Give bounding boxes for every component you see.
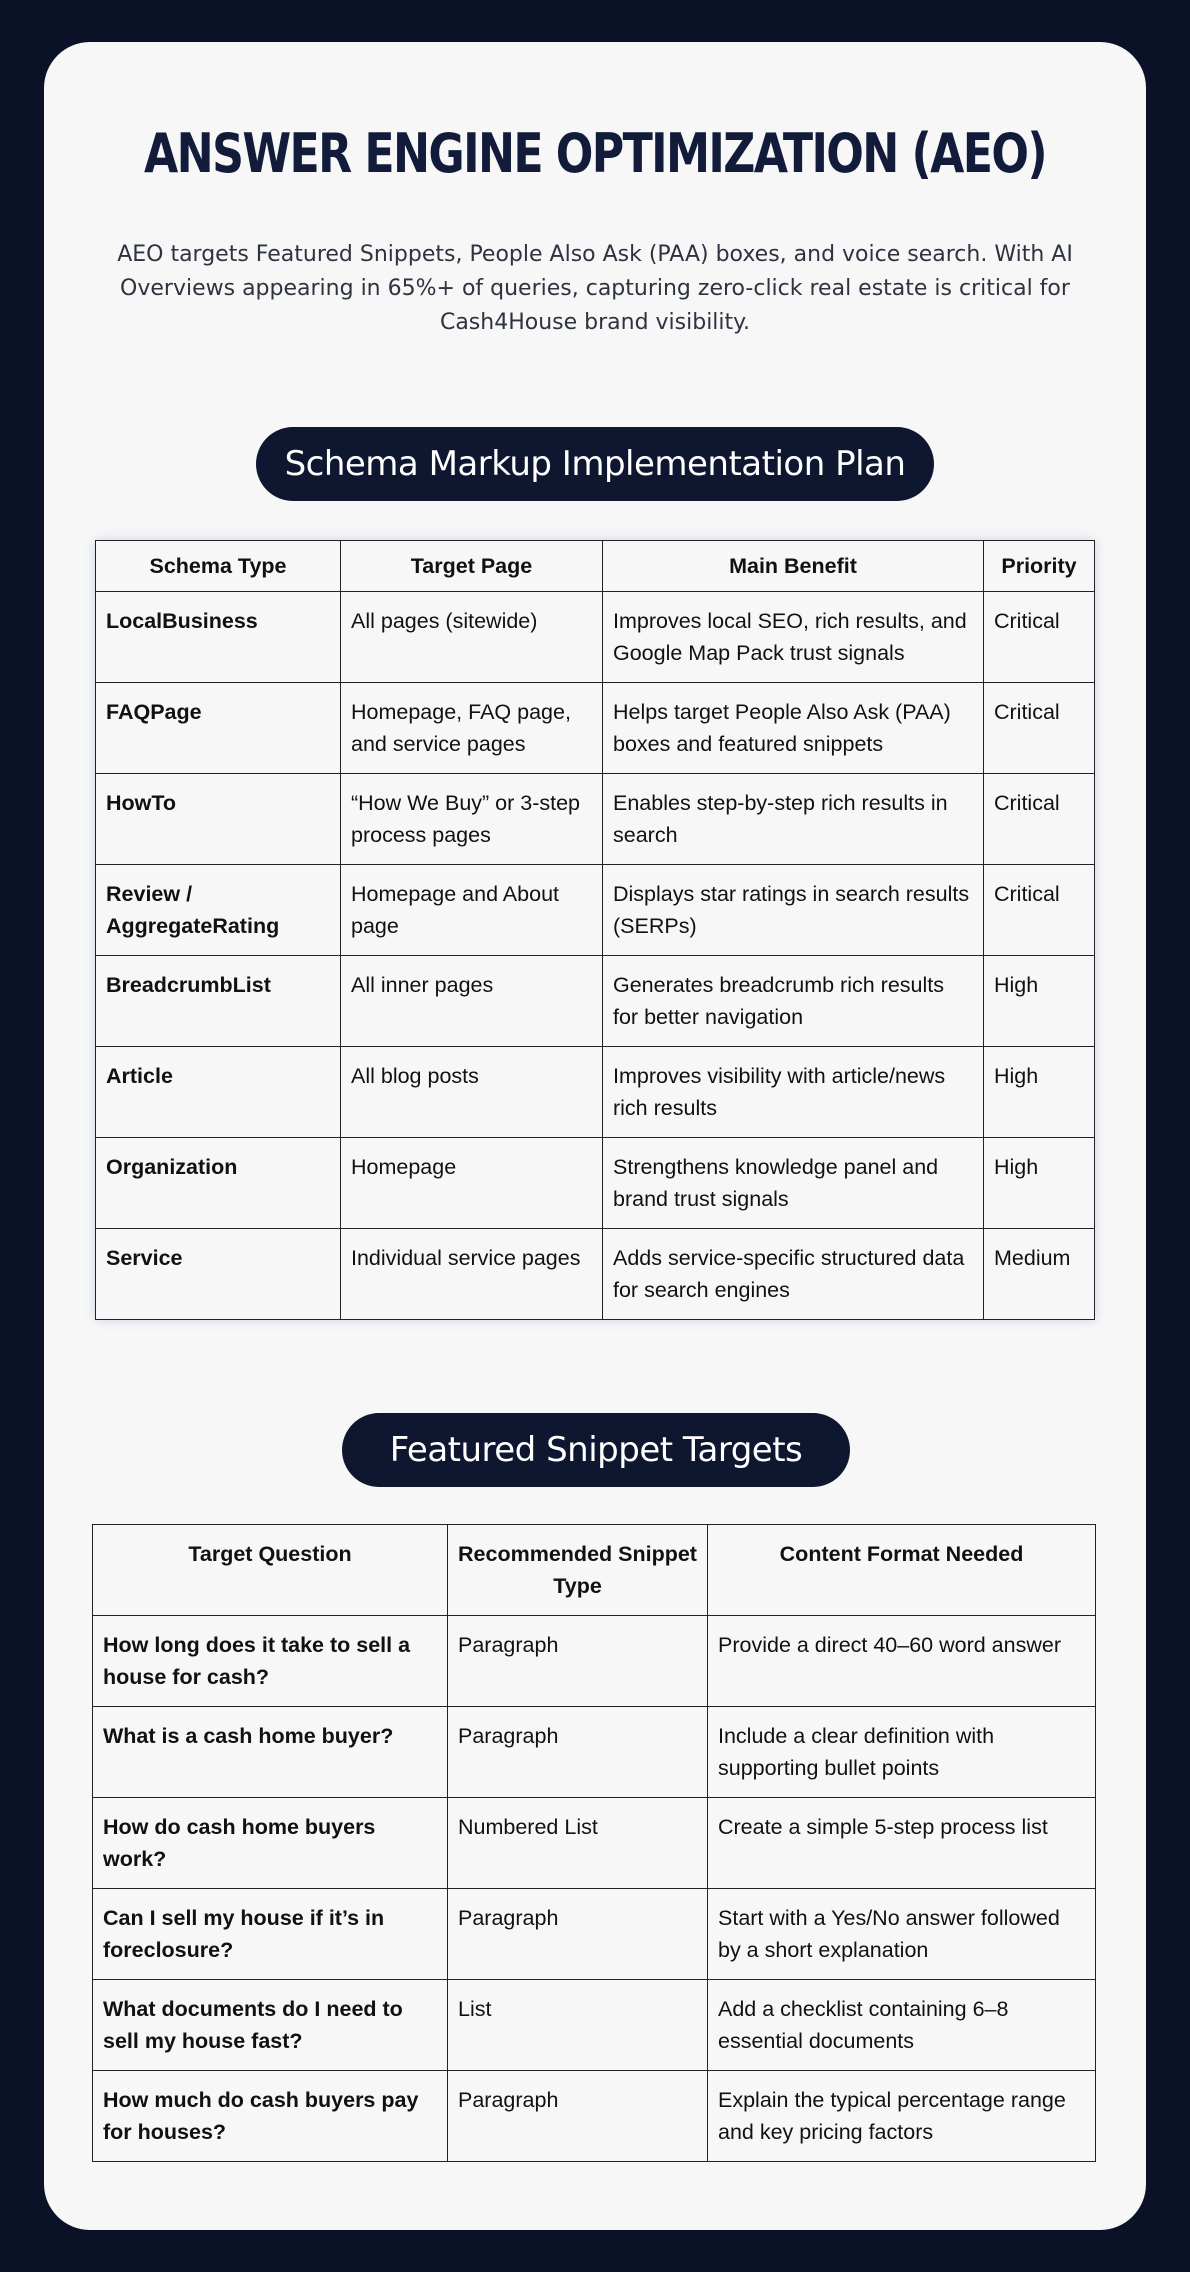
table-cell: FAQPage [96,683,341,774]
table-cell: Paragraph [448,1616,708,1707]
table-cell: Homepage, FAQ page, and service pages [341,683,603,774]
column-header: Schema Type [96,541,341,592]
intro-paragraph: AEO targets Featured Snippets, People Also Ask (PAA) boxes, and voice search. With AI Overviews appearing in 65%+ of queries, capturing zero-click real estate is critical for Cash4House brand visibility. [117,242,1073,335]
table-cell: “How We Buy” or 3-step process pages [341,774,603,865]
table-row [96,1047,1095,1138]
table-cell: BreadcrumbList [96,956,341,1047]
table-cell: All pages (sitewide) [341,592,603,683]
table-cell: Paragraph [448,1707,708,1798]
table-cell: Individual service pages [341,1229,603,1320]
column-header: Content Format Needed [708,1525,1096,1616]
table-cell: Article [96,1047,341,1138]
table-cell: What is a cash home buyer? [93,1707,448,1798]
table-cell: Homepage [341,1138,603,1229]
table-cell: Enables step-by-step rich results in search [603,774,984,865]
table-cell: What documents do I need to sell my house fast? [93,1980,448,2071]
table-cell: Provide a direct 40–60 word answer [708,1616,1096,1707]
table-cell: Helps target People Also Ask (PAA) boxes and featured snippets [603,683,984,774]
table-cell: Critical [984,592,1095,683]
table-row [93,1798,1096,1889]
table-cell: List [448,1980,708,2071]
column-header: Recommended Snippet Type [448,1525,708,1616]
snippet-section-heading: Featured Snippet Targets [342,1413,850,1487]
table-cell: Service [96,1229,341,1320]
table-cell: Create a simple 5-step process list [708,1798,1096,1889]
table-row [93,1616,1096,1707]
table-cell: Review / AggregateRating [96,865,341,956]
table-cell: Improves visibility with article/news rich results [603,1047,984,1138]
table-row [96,683,1095,774]
table-cell: Start with a Yes/No answer followed by a short explanation [708,1889,1096,1980]
table-cell: Strengthens knowledge panel and brand trust signals [603,1138,984,1229]
table-row [93,1980,1096,2071]
table-row [96,592,1095,683]
table-row [96,865,1095,956]
column-header: Target Page [341,541,603,592]
table-cell: Displays star ratings in search results (SERPs) [603,865,984,956]
table-cell: How long does it take to sell a house for cash? [93,1616,448,1707]
table-row [96,774,1095,865]
table-cell: Paragraph [448,2071,708,2162]
table-cell: Critical [984,683,1095,774]
table-cell: Add a checklist containing 6–8 essential documents [708,1980,1096,2071]
table-cell: Numbered List [448,1798,708,1889]
snippet-table [92,1524,1096,2162]
column-header: Main Benefit [603,541,984,592]
table-row [93,2071,1096,2162]
table-row [93,1707,1096,1798]
table-cell: Critical [984,865,1095,956]
column-header: Priority [984,541,1095,592]
table-cell: Paragraph [448,1889,708,1980]
table-cell: How do cash home buyers work? [93,1798,448,1889]
column-header: Target Question [93,1525,448,1616]
table-cell: Can I sell my house if it’s in foreclosure? [93,1889,448,1980]
page-title: ANSWER ENGINE OPTIMIZATION (AEO) [144,122,1046,185]
schema-table [95,540,1095,1320]
table-cell: High [984,1047,1095,1138]
table-cell: All inner pages [341,956,603,1047]
table-cell: Medium [984,1229,1095,1320]
table-cell: Explain the typical percentage range and key pricing factors [708,2071,1096,2162]
table-row [96,1138,1095,1229]
table-row [96,1229,1095,1320]
table-cell: How much do cash buyers pay for houses? [93,2071,448,2162]
table-cell: LocalBusiness [96,592,341,683]
schema-section-heading: Schema Markup Implementation Plan [256,427,934,501]
table-cell: Generates breadcrumb rich results for better navigation [603,956,984,1047]
table-cell: All blog posts [341,1047,603,1138]
table-cell: HowTo [96,774,341,865]
table-row [93,1889,1096,1980]
table-cell: Organization [96,1138,341,1229]
table-cell: High [984,1138,1095,1229]
table-cell: Include a clear definition with supporting bullet points [708,1707,1096,1798]
table-row [96,956,1095,1047]
table-cell: Homepage and About page [341,865,603,956]
schema-table-header-row [96,541,1095,592]
table-cell: Adds service-specific structured data for search engines [603,1229,984,1320]
table-cell: Critical [984,774,1095,865]
table-cell: High [984,956,1095,1047]
table-cell: Improves local SEO, rich results, and Google Map Pack trust signals [603,592,984,683]
snippet-table-header-row [93,1525,1096,1616]
